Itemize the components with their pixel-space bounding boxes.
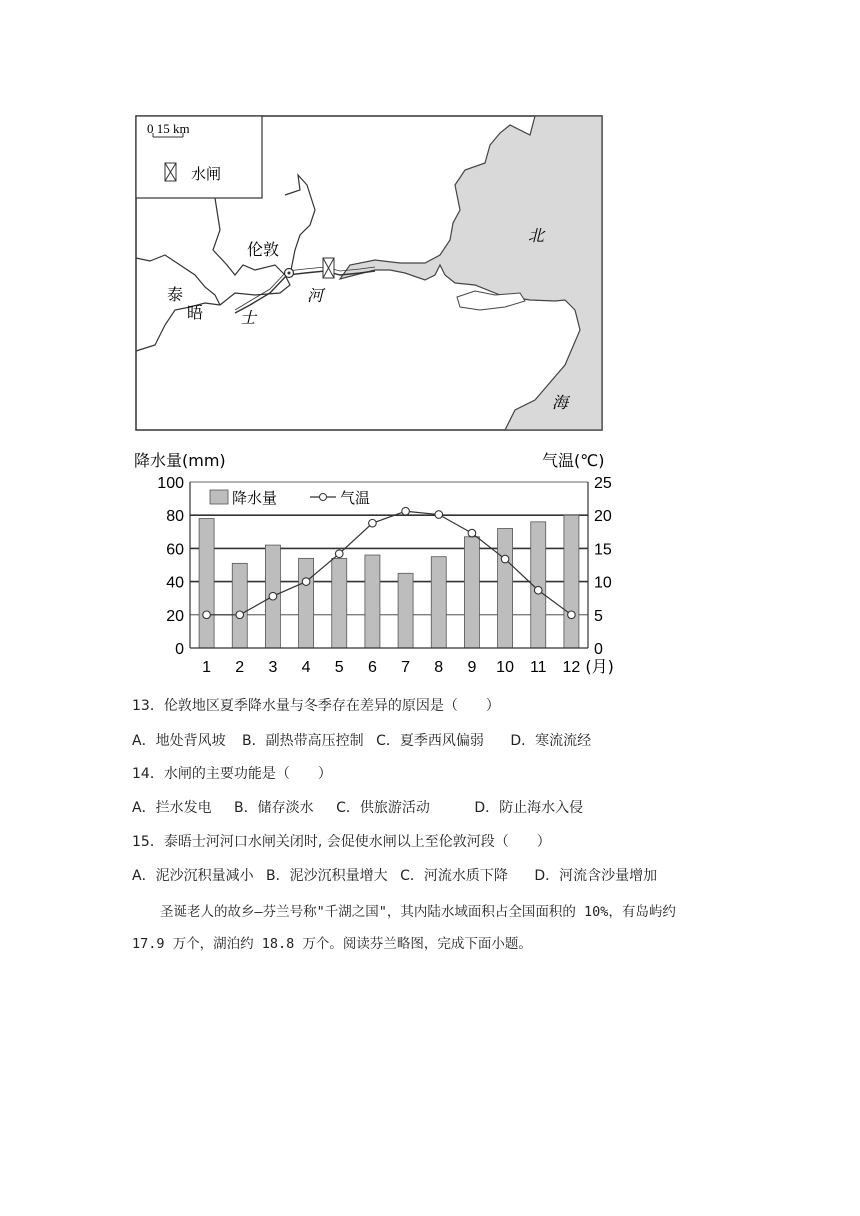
q13-option-a[interactable]: A．地处背风坡 bbox=[132, 733, 226, 749]
temperature-point bbox=[468, 529, 476, 537]
passage-line-2: 17.9 万个，湖泊约 18.8 万个。阅读芬兰略图，完成下面小题。 bbox=[132, 936, 532, 952]
question-13-options bbox=[132, 731, 591, 751]
right-tick-label: 15 bbox=[594, 541, 612, 559]
q15-option-c[interactable]: C．河流水质下降 bbox=[400, 868, 508, 884]
temperature-point bbox=[435, 511, 443, 519]
q14-option-a[interactable]: A．拦水发电 bbox=[132, 800, 212, 816]
right-tick-label: 25 bbox=[594, 475, 612, 492]
question-14-options bbox=[132, 798, 583, 818]
q15-option-d[interactable]: D．河流含沙量增加 bbox=[534, 868, 658, 884]
question-15-options bbox=[132, 866, 657, 886]
precip-bar bbox=[431, 557, 446, 648]
q13-option-c[interactable]: C．夏季西风偏弱 bbox=[376, 733, 484, 749]
temperature-point bbox=[236, 611, 244, 619]
question-13-stem: 13．伦敦地区夏季降水量与冬季存在差异的原因是（ ） bbox=[132, 698, 500, 714]
precip-bar bbox=[398, 573, 413, 648]
x-tick-label: 11 bbox=[529, 659, 547, 676]
precip-bar bbox=[498, 528, 513, 648]
right-tick-label: 20 bbox=[594, 508, 612, 526]
left-tick-label: 40 bbox=[166, 574, 184, 592]
q15-option-b[interactable]: B．泥沙沉积量增大 bbox=[266, 868, 388, 884]
q14-option-c[interactable]: C．供旅游活动 bbox=[336, 800, 430, 816]
sea-label-hai: 海 bbox=[552, 393, 569, 412]
x-tick-label: 10 bbox=[496, 659, 514, 676]
precip-bar bbox=[332, 558, 347, 648]
x-tick-label: 3 bbox=[268, 659, 278, 676]
legend-label: 水闸 bbox=[191, 165, 222, 183]
london-label: 伦敦 bbox=[247, 240, 280, 259]
left-tick-label: 0 bbox=[175, 641, 184, 658]
legend-line-label: 气温 bbox=[340, 489, 371, 507]
left-axis-title: 降水量(mm) bbox=[134, 451, 226, 470]
precip-bar bbox=[564, 515, 579, 648]
temperature-point bbox=[203, 611, 211, 619]
right-tick-label: 5 bbox=[594, 607, 603, 625]
temperature-point bbox=[501, 555, 509, 563]
chart-svg bbox=[126, 448, 626, 680]
temperature-point bbox=[269, 592, 277, 600]
precip-bar bbox=[199, 519, 214, 648]
legend-bar-label: 降水量 bbox=[232, 489, 278, 507]
q13-option-d[interactable]: D．寒流流经 bbox=[510, 733, 592, 749]
x-unit-label: (月) bbox=[585, 657, 614, 676]
q13-option-b[interactable]: B．副热带高压控制 bbox=[242, 733, 364, 749]
x-tick-label: 8 bbox=[434, 659, 444, 676]
question-15-stem: 15．泰晤士河河口水闸关闭时, 会促使水闸以上至伦敦河段（ ） bbox=[132, 834, 551, 850]
x-tick-label: 6 bbox=[367, 659, 377, 676]
temperature-point bbox=[534, 586, 542, 594]
thames-map bbox=[135, 115, 603, 431]
precip-bar bbox=[232, 563, 247, 648]
temperature-line bbox=[203, 507, 575, 618]
x-tick-label: 9 bbox=[467, 659, 477, 676]
x-tick-label: 7 bbox=[401, 659, 411, 676]
temperature-point bbox=[302, 578, 310, 586]
precip-bar bbox=[464, 537, 479, 648]
q15-option-a[interactable]: A．泥沙沉积量减小 bbox=[132, 868, 254, 884]
right-tick-label: 10 bbox=[594, 574, 612, 592]
right-axis-title: 气温(℃) bbox=[542, 451, 605, 470]
temperature-point bbox=[369, 519, 377, 527]
precip-bar bbox=[299, 558, 314, 648]
temperature-polyline bbox=[207, 511, 572, 615]
temperature-point bbox=[335, 550, 343, 558]
passage-line-1: 圣诞老人的故乡—芬兰号称"千湖之国"，其内陆水域面积占全国面积的 10%，有岛屿约 bbox=[160, 904, 676, 920]
left-tick-label: 80 bbox=[166, 508, 184, 526]
chart-legend bbox=[210, 489, 370, 507]
precip-bar bbox=[365, 555, 380, 648]
river-label-wu: 晤 bbox=[187, 303, 204, 322]
x-tick-label: 4 bbox=[301, 659, 311, 676]
scale-label: 0 15 km bbox=[147, 121, 190, 136]
river-label-shi: 士 bbox=[240, 308, 257, 327]
question-14-stem: 14．水闸的主要功能是（ ） bbox=[132, 766, 332, 782]
x-tick-label: 2 bbox=[235, 659, 245, 676]
temperature-point bbox=[568, 611, 576, 619]
right-tick-label: 0 bbox=[594, 641, 603, 658]
q14-option-b[interactable]: B．储存淡水 bbox=[234, 800, 314, 816]
left-tick-label: 60 bbox=[166, 541, 184, 559]
left-tick-label: 20 bbox=[166, 607, 184, 625]
legend-bar-swatch bbox=[210, 490, 228, 504]
left-tick-label: 100 bbox=[157, 475, 184, 492]
q14-option-d[interactable]: D．防止海水入侵 bbox=[474, 800, 584, 816]
x-tick-label: 5 bbox=[334, 659, 344, 676]
climate-chart bbox=[126, 448, 626, 680]
river-label-tai: 泰 bbox=[167, 285, 184, 304]
temperature-point bbox=[402, 507, 410, 515]
sea-label-bei: 北 bbox=[528, 226, 545, 245]
map-svg bbox=[135, 115, 603, 431]
x-tick-label: 1 bbox=[202, 659, 212, 676]
x-tick-label: 12 bbox=[562, 659, 581, 676]
river-label-he: 河 bbox=[307, 286, 324, 305]
